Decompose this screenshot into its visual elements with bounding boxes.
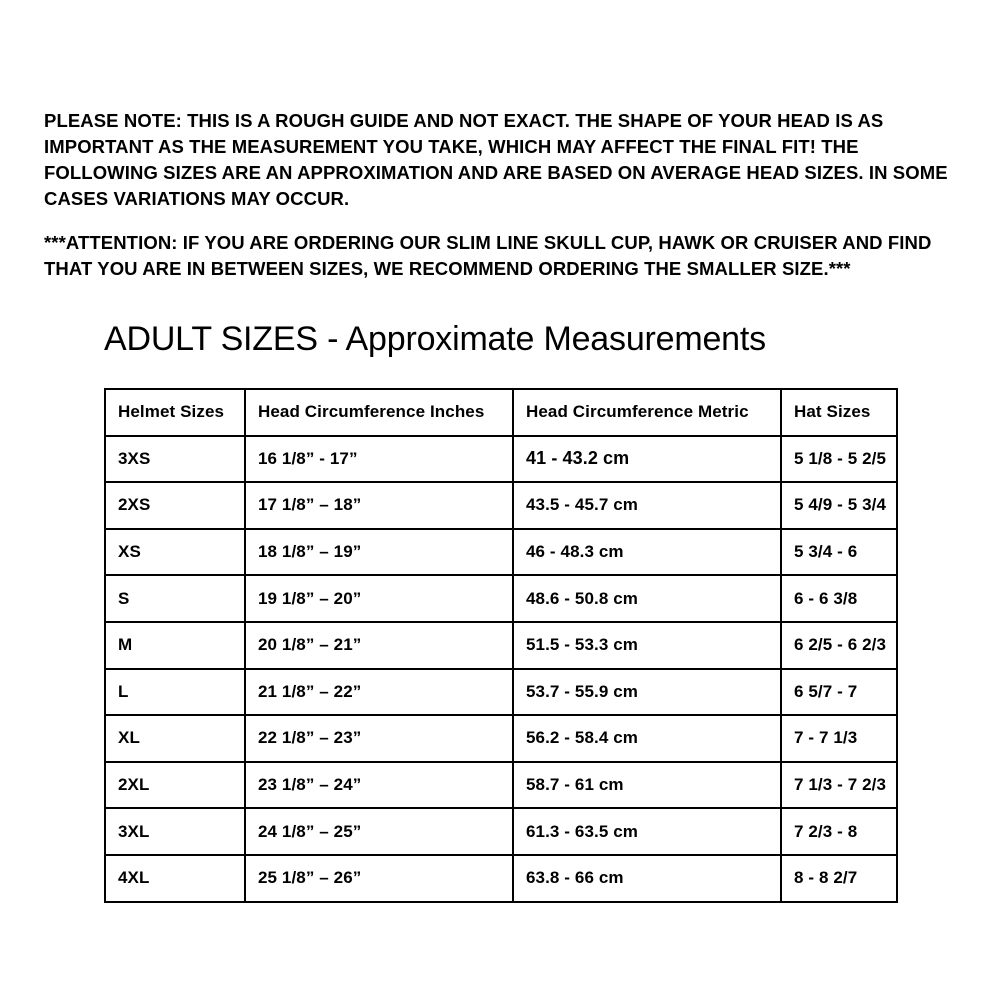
column-header-helmet-sizes: Helmet Sizes — [105, 389, 245, 436]
cell-metric: 63.8 - 66 cm — [513, 855, 781, 902]
cell-helmet-size: XS — [105, 529, 245, 576]
cell-hat-size: 5 1/8 - 5 2/5 — [781, 436, 897, 483]
cell-metric: 56.2 - 58.4 cm — [513, 715, 781, 762]
table-body — [105, 436, 897, 902]
cell-metric: 48.6 - 50.8 cm — [513, 575, 781, 622]
cell-hat-size: 6 - 6 3/8 — [781, 575, 897, 622]
cell-hat-size: 8 - 8 2/7 — [781, 855, 897, 902]
table-row — [105, 529, 897, 576]
table-row — [105, 482, 897, 529]
cell-inches: 25 1/8” – 26” — [245, 855, 513, 902]
cell-metric: 51.5 - 53.3 cm — [513, 622, 781, 669]
cell-inches: 24 1/8” – 25” — [245, 808, 513, 855]
table-row — [105, 855, 897, 902]
size-table-container — [104, 388, 896, 903]
cell-inches: 18 1/8” – 19” — [245, 529, 513, 576]
cell-inches: 16 1/8” - 17” — [245, 436, 513, 483]
cell-hat-size: 7 - 7 1/3 — [781, 715, 897, 762]
page-title: ADULT SIZES - Approximate Measurements — [104, 320, 766, 358]
cell-inches: 19 1/8” – 20” — [245, 575, 513, 622]
cell-inches: 21 1/8” – 22” — [245, 669, 513, 716]
column-header-head-circumference-metric: Head Circumference Metric — [513, 389, 781, 436]
cell-hat-size: 6 2/5 - 6 2/3 — [781, 622, 897, 669]
cell-metric: 43.5 - 45.7 cm — [513, 482, 781, 529]
cell-helmet-size: L — [105, 669, 245, 716]
table-row — [105, 715, 897, 762]
cell-metric: 61.3 - 63.5 cm — [513, 808, 781, 855]
table-row — [105, 575, 897, 622]
cell-inches: 20 1/8” – 21” — [245, 622, 513, 669]
column-header-head-circumference-inches: Head Circumference Inches — [245, 389, 513, 436]
cell-metric: 53.7 - 55.9 cm — [513, 669, 781, 716]
cell-helmet-size: S — [105, 575, 245, 622]
cell-metric: 58.7 - 61 cm — [513, 762, 781, 809]
cell-helmet-size: 4XL — [105, 855, 245, 902]
cell-metric: 41 - 43.2 cm — [513, 436, 781, 483]
cell-hat-size: 5 3/4 - 6 — [781, 529, 897, 576]
cell-inches: 23 1/8” – 24” — [245, 762, 513, 809]
notes-section — [44, 108, 960, 282]
cell-helmet-size: 2XL — [105, 762, 245, 809]
table-row — [105, 808, 897, 855]
cell-hat-size: 5 4/9 - 5 3/4 — [781, 482, 897, 529]
size-table — [104, 388, 898, 903]
table-row — [105, 669, 897, 716]
cell-metric: 46 - 48.3 cm — [513, 529, 781, 576]
cell-helmet-size: 3XS — [105, 436, 245, 483]
cell-helmet-size: M — [105, 622, 245, 669]
cell-hat-size: 6 5/7 - 7 — [781, 669, 897, 716]
cell-helmet-size: 3XL — [105, 808, 245, 855]
note-paragraph-1: PLEASE NOTE: THIS IS A ROUGH GUIDE AND NOT EXACT. THE SHAPE OF YOUR HEAD IS AS IMPORTANT AS THE MEASUREMENT YOU TAKE, WHICH MAY AFFECT THE FINAL FIT! THE FOLLOWING SIZES ARE AN APPROXIMATION AND ARE BASED ON AVERAGE HEAD SIZES. IN SOME CASES VARIATIONS MAY OCCUR. — [44, 110, 948, 209]
cell-helmet-size: 2XS — [105, 482, 245, 529]
table-row — [105, 436, 897, 483]
column-header-hat-sizes: Hat Sizes — [781, 389, 897, 436]
cell-helmet-size: XL — [105, 715, 245, 762]
table-row — [105, 622, 897, 669]
table-header-row — [105, 389, 897, 436]
note-paragraph-2: ***ATTENTION: IF YOU ARE ORDERING OUR SLIM LINE SKULL CUP, HAWK OR CRUISER AND FIND THAT YOU ARE IN BETWEEN SIZES, WE RECOMMEND ORDERING THE SMALLER SIZE.*** — [44, 232, 932, 279]
cell-hat-size: 7 2/3 - 8 — [781, 808, 897, 855]
table-row — [105, 762, 897, 809]
cell-hat-size: 7 1/3 - 7 2/3 — [781, 762, 897, 809]
cell-inches: 17 1/8” – 18” — [245, 482, 513, 529]
cell-inches: 22 1/8” – 23” — [245, 715, 513, 762]
